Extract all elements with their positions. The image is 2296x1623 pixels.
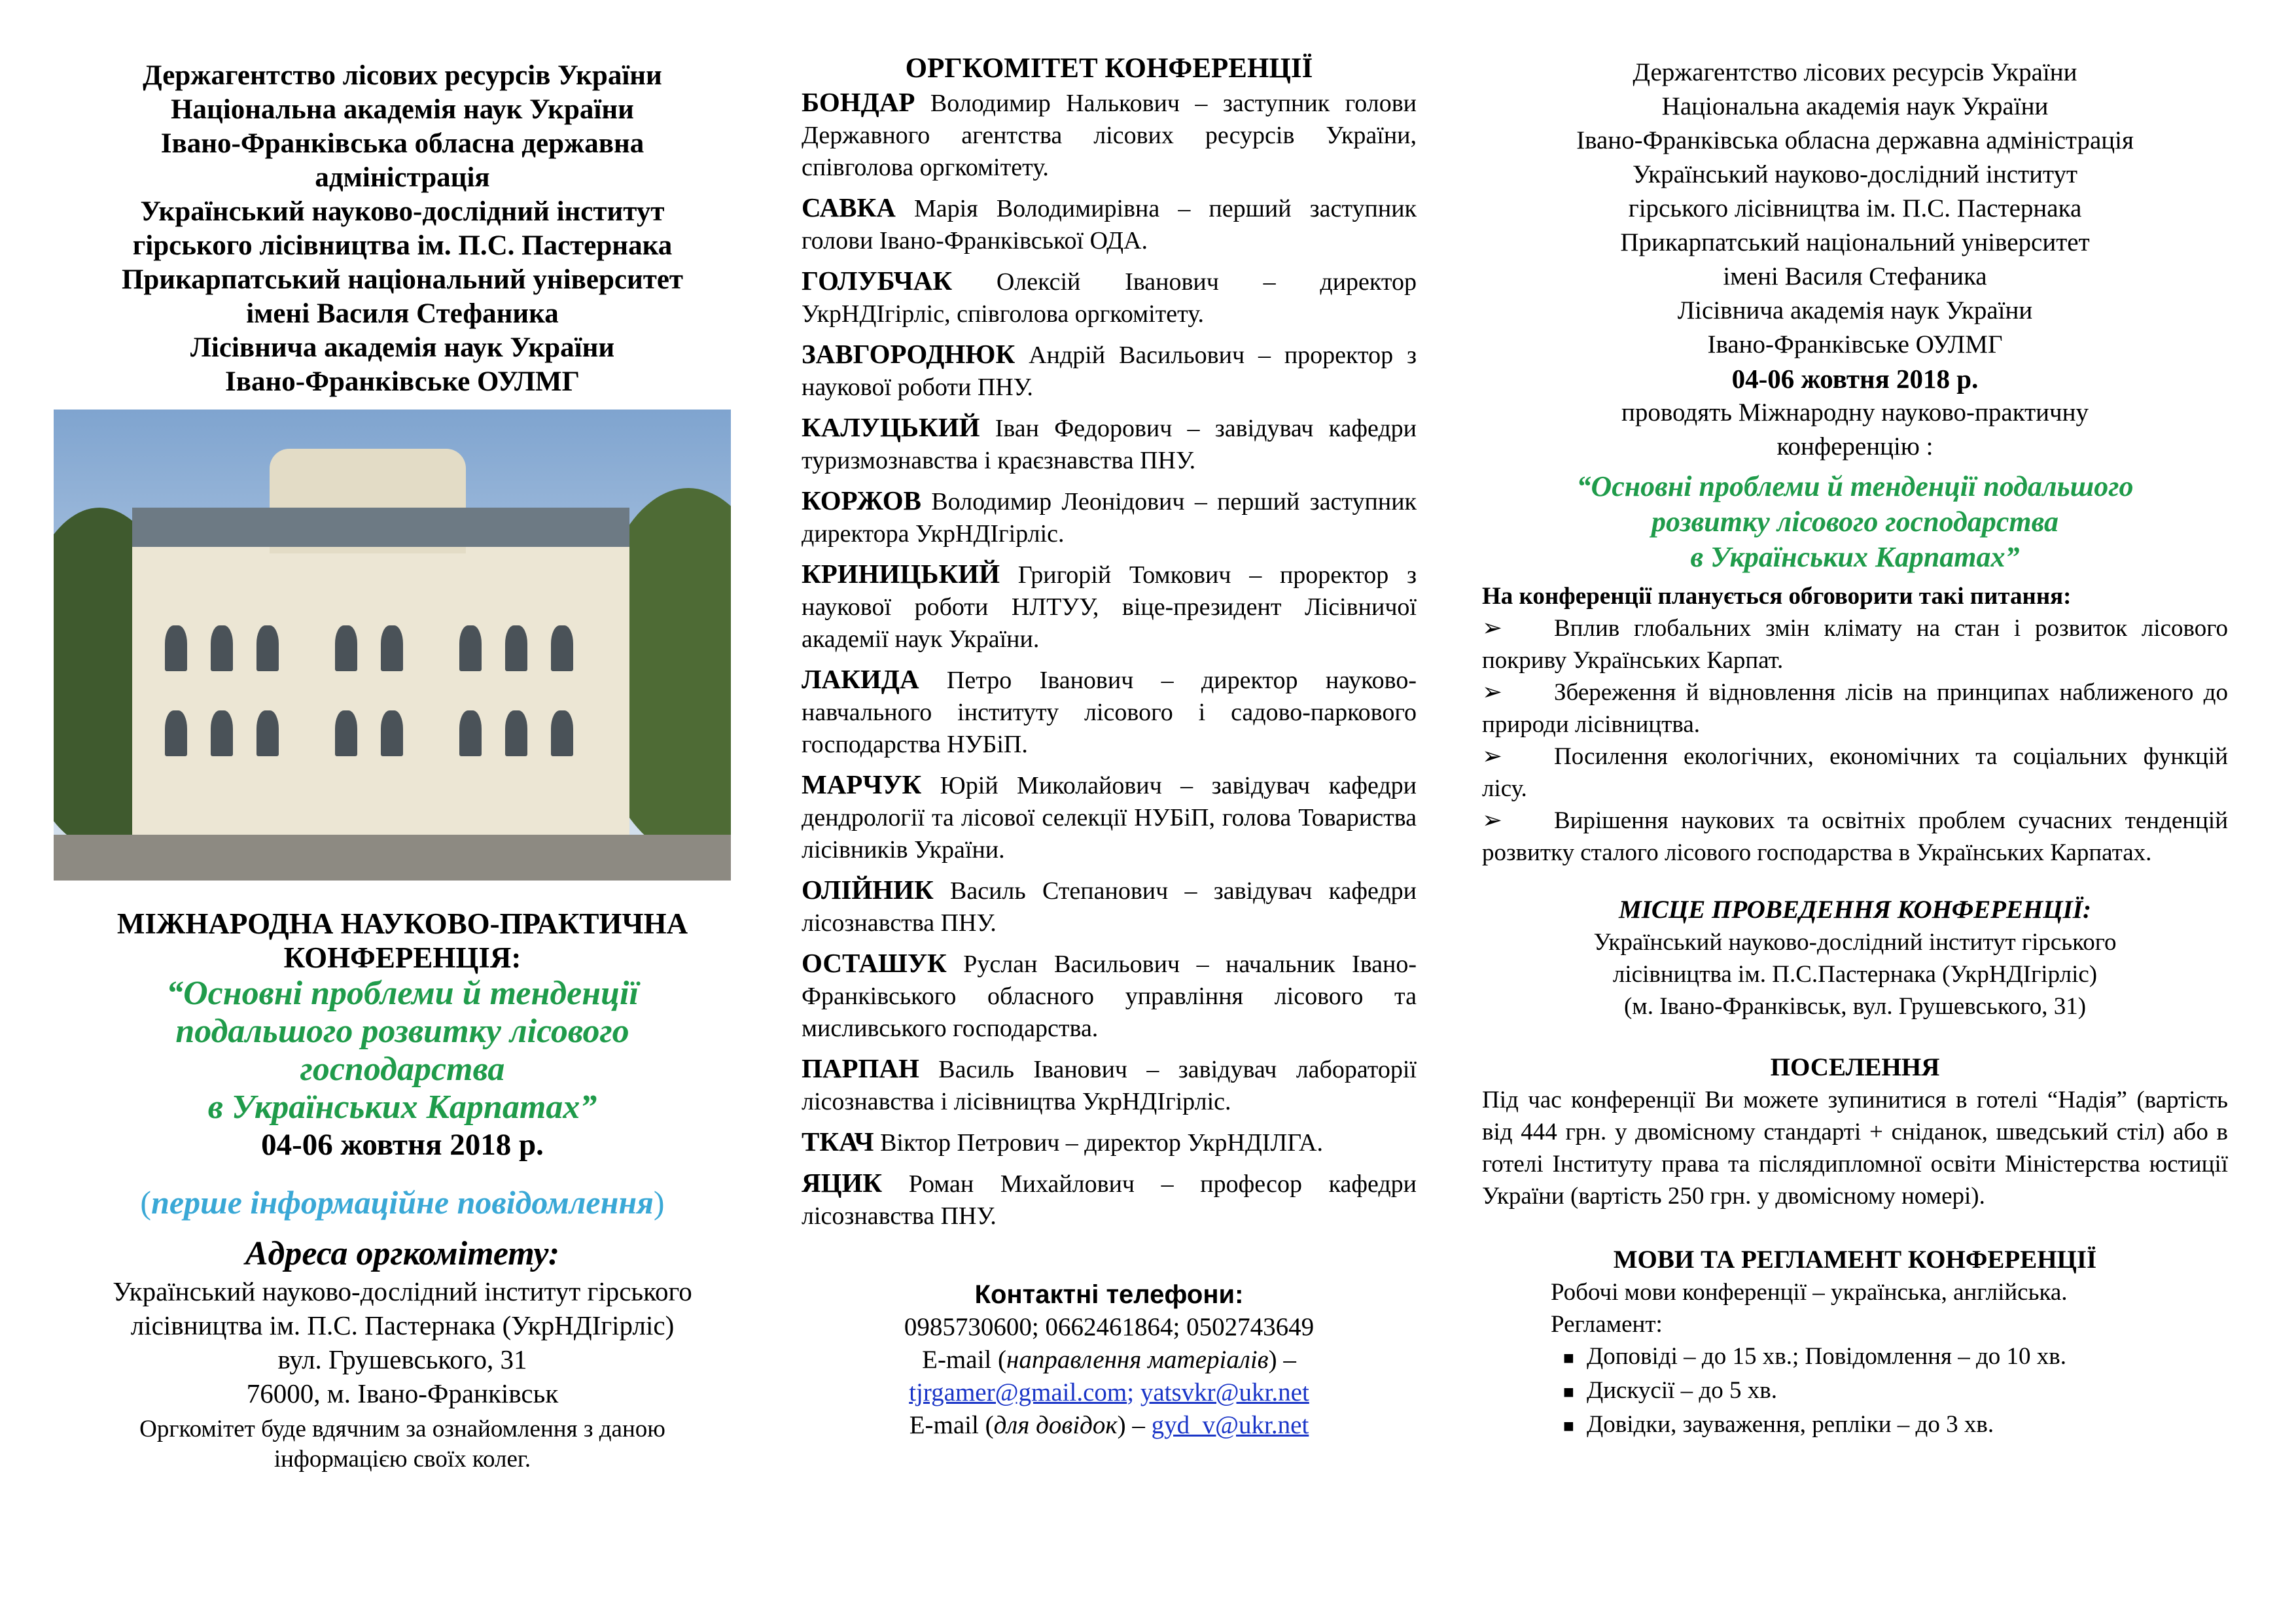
member-details: Роман Михайлович – професор кафедри лісознавства ПНУ.	[802, 1170, 1417, 1230]
email-link-tjrgamer[interactable]: tjrgamer@gmail.com	[909, 1378, 1127, 1406]
email-separator: ;	[1127, 1378, 1135, 1406]
member-surname: ОЛІЙНИК	[802, 875, 934, 905]
conference-name-line: в Українських Карпатах”	[1690, 541, 2020, 573]
committee-member	[802, 663, 1417, 761]
committee-member	[802, 338, 1417, 404]
organizer-line: Український науково-дослідний інститут	[1632, 160, 2078, 188]
issues-block	[1482, 580, 2228, 869]
member-surname: ЯЦИК	[802, 1168, 883, 1198]
conference-type-line: КОНФЕРЕНЦІЯ:	[283, 941, 521, 974]
member-details: Віктор Петрович – директор УкрНДІЛГА.	[874, 1129, 1323, 1157]
announcement-text: перше інформаційне повідомлення	[151, 1184, 654, 1221]
arrow-icon: ➢	[1482, 615, 1503, 642]
email-link-yatsvkr[interactable]: yatsvkr@ukr.net	[1140, 1378, 1309, 1406]
organizer-line: Лісівнича академія наук України	[1677, 296, 2033, 324]
committee-member	[802, 947, 1417, 1045]
email-note: направлення матеріалів	[1006, 1346, 1269, 1374]
email-link-gyd[interactable]: gyd_v@ukr.net	[1151, 1411, 1309, 1439]
hold-line: конференцію :	[1776, 432, 1934, 461]
conference-name-line: в Українських Карпатах”	[207, 1089, 597, 1126]
announcement-label: (перше інформаційне повідомлення)	[140, 1184, 665, 1221]
conference-name	[46, 975, 759, 1126]
organizer-line: Прикарпатський національний університет	[1620, 228, 2090, 256]
committee-member	[802, 265, 1417, 330]
lodging-text: Під час конференції Ви можете зупинитися в готелі “Надія” (вартість від 444 грн. у двомісному стандарті + сніданок, шведський стіл) або в готелі Інституту права та післядипломної освіти Міністерства юстиції України (вартість 250 грн. у двомісному номері).	[1482, 1087, 2228, 1210]
conference-dates: 04-06 жовтня 2018 р.	[261, 1128, 544, 1162]
square-bullet-icon: ■	[1563, 1382, 1574, 1403]
email-note: для довідок	[993, 1411, 1118, 1439]
committee-member	[802, 1126, 1417, 1159]
regulation-item	[1551, 1408, 2228, 1442]
issue-text: Вирішення наукових та освітніх проблем сучасних тенденцій розвитку сталого лісового господарства в Українських Карпатах.	[1482, 807, 2228, 866]
organizer-line: Івано-Франківське ОУЛМГ	[225, 366, 580, 397]
member-details: Марія Володимирівна – перший заступник голови Івано-Франківської ОДА.	[802, 195, 1417, 254]
email-info-line	[802, 1409, 1417, 1442]
committee-member	[802, 874, 1417, 939]
email-suffix: ) –	[1117, 1411, 1145, 1439]
venue-block	[1482, 926, 2228, 1022]
languages-title: МОВИ ТА РЕГЛАМЕНТ КОНФЕРЕНЦІЇ	[1613, 1246, 2097, 1274]
email-materials-links	[802, 1376, 1417, 1409]
member-surname: БОНДАР	[802, 87, 915, 117]
member-surname: САВКА	[802, 192, 896, 222]
organizer-line: Івано-Франківська обласна державна адміністрація	[1576, 126, 2134, 154]
organizers-list-right	[1482, 56, 2228, 464]
conference-name-line: подальшого розвитку лісового	[175, 1013, 629, 1050]
arrow-icon: ➢	[1482, 679, 1503, 706]
organizer-line: Національна академія наук України	[1661, 92, 2049, 120]
member-surname: ОСТАШУК	[802, 948, 947, 978]
square-bullet-icon: ■	[1563, 1348, 1574, 1369]
member-details: Василь Іванович – завідувач лабораторії лісознавства і лісівництва УкрНДІгірліс.	[802, 1056, 1417, 1115]
member-surname: ЗАВГОРОДНЮК	[802, 339, 1016, 369]
institute-building-photo	[54, 410, 731, 881]
member-surname: КАЛУЦЬКИЙ	[802, 412, 980, 442]
conference-name	[1482, 469, 2228, 575]
conference-dates: 04-06 жовтня 2018 р.	[1731, 364, 1979, 394]
organizer-line: Держагентство лісових ресурсів України	[1633, 58, 2077, 86]
square-bullet-icon: ■	[1563, 1416, 1574, 1437]
organizers-note	[46, 1414, 759, 1475]
venue-line: лісівництва ім. П.С.Пастернака (УкрНДІгірліс)	[1612, 961, 2098, 988]
member-details: Василь Степанович – завідувач кафедри лісознавства ПНУ.	[802, 877, 1417, 937]
address-block	[46, 1274, 759, 1410]
issue-item	[1482, 741, 2228, 805]
address-line: Український науково-дослідний інститут гірського	[113, 1276, 692, 1306]
regulation-text: Доповіді – до 15 хв.; Повідомлення – до 10 хв.	[1587, 1343, 2067, 1370]
email-prefix: E-mail (	[922, 1346, 1006, 1374]
member-surname: ПАРПАН	[802, 1053, 919, 1083]
languages-text: Робочі мови конференції – українська, англійська.	[1551, 1279, 2068, 1306]
address-line: вул. Грушевського, 31	[277, 1344, 527, 1374]
panel-right	[1482, 0, 2228, 1623]
member-details: Григорій Томкович – проректор з наукової роботи НЛТУУ, віце-президент Лісівничої академії наук України.	[802, 561, 1417, 653]
member-details: Петро Іванович – директор науково-навчального інституту лісового і садово-паркового господарства НУБіП.	[802, 667, 1417, 758]
committee-member	[802, 411, 1417, 477]
organizer-line: імені Василя Стефаника	[246, 298, 559, 329]
organizer-line: імені Василя Стефаника	[1723, 262, 1987, 290]
member-details: Володимир Леонідович – перший заступник директора УкрНДІгірліс.	[802, 488, 1417, 548]
conference-name-line: розвитку лісового господарства	[1651, 506, 2058, 538]
member-details: Олексій Іванович – директор УкрНДІгірліс, співголова оргкомітету.	[802, 268, 1417, 328]
note-line: інформацією своїх колег.	[274, 1446, 531, 1473]
issue-text: Вплив глобальних змін клімату на стан і розвиток лісового покриву Українських Карпат.	[1482, 615, 2228, 674]
venue-line: (м. Івано-Франківськ, вул. Грушевського, 31)	[1623, 993, 2087, 1020]
venue-title: МІСЦЕ ПРОВЕДЕННЯ КОНФЕРЕНЦІЇ:	[1619, 896, 2091, 924]
issue-item	[1482, 805, 2228, 869]
committee-title: ОРГКОМІТЕТ КОНФЕРЕНЦІЇ	[905, 53, 1313, 84]
organizer-line: адміністрація	[315, 162, 490, 193]
email-materials-line	[802, 1344, 1417, 1376]
issue-text: Збереження й відновлення лісів на принципах наближеного до природи лісівництва.	[1482, 679, 2228, 738]
issue-text: Посилення екологічних, економічних та соціальних функцій лісу.	[1482, 743, 2228, 802]
conference-type-line: МІЖНАРОДНА НАУКОВО-ПРАКТИЧНА	[116, 907, 688, 940]
committee-member	[802, 558, 1417, 655]
arrow-icon: ➢	[1482, 807, 1503, 834]
venue-line: Український науково-дослідний інститут гірського	[1593, 929, 2117, 956]
contacts-title: Контактні телефони:	[974, 1280, 1244, 1309]
committee-list	[802, 86, 1417, 1232]
address-title: Адреса оргкомітету:	[245, 1235, 560, 1272]
conference-name-line: господарства	[300, 1051, 505, 1088]
email-suffix: ) –	[1268, 1346, 1296, 1374]
email-prefix: E-mail (	[909, 1411, 994, 1439]
member-surname: ЛАКИДА	[802, 664, 919, 694]
member-details: Руслан Васильович – начальник Івано-Франківського обласного управління лісового та мисливського господарства.	[802, 951, 1417, 1042]
committee-member	[802, 1167, 1417, 1232]
committee-member	[802, 192, 1417, 257]
regulation-text: Довідки, зауваження, репліки – до 3 хв.	[1587, 1411, 1994, 1438]
committee-member	[802, 485, 1417, 550]
conference-type	[46, 907, 759, 975]
member-surname: КРИНИЦЬКИЙ	[802, 559, 1000, 589]
organizer-line: гірського лісівництва ім. П.С. Пастернака	[132, 230, 673, 261]
member-surname: МАРЧУК	[802, 769, 922, 799]
member-details: Андрій Васильович – проректор з наукової роботи ПНУ.	[802, 341, 1417, 401]
organizer-line: Держагентство лісових ресурсів України	[143, 60, 662, 91]
member-details: Іван Федорович – завідувач кафедри туризмознавства і краєзнавства ПНУ.	[802, 415, 1417, 474]
issue-item	[1482, 676, 2228, 741]
organizer-line: Національна академія наук України	[171, 94, 634, 125]
languages-block	[1482, 1276, 2228, 1442]
organizer-line: Лісівнича академія наук України	[190, 332, 615, 363]
member-surname: ТКАЧ	[802, 1126, 874, 1157]
organizer-line: Український науково-дослідний інститут	[140, 196, 665, 227]
contacts-block	[802, 1278, 1417, 1442]
hold-line: проводять Міжнародну науково-практичну	[1621, 398, 2089, 427]
address-line: 76000, м. Івано-Франківськ	[246, 1378, 559, 1408]
note-line: Оргкомітет буде вдячним за ознайомлення з даною	[139, 1416, 665, 1442]
committee-member	[802, 1053, 1417, 1118]
committee-member	[802, 769, 1417, 866]
address-line: лісівництва ім. П.С. Пастернака (УкрНДІгірліс)	[130, 1310, 675, 1340]
regulations-label: Регламент:	[1551, 1311, 1663, 1338]
organizer-line: Прикарпатський національний університет	[121, 264, 684, 295]
panel-left	[46, 0, 759, 1623]
organizer-line: Івано-Франківське ОУЛМГ	[1707, 330, 2003, 358]
conference-name-line: “Основні проблеми й тенденції	[166, 975, 639, 1012]
conference-name-line: “Основні проблеми й тенденції подальшого	[1576, 470, 2134, 502]
organizers-list	[46, 59, 759, 399]
member-details: Володимир Налькович – заступник голови Державного агентства лісових ресурсів України, співголова оргкомітету.	[802, 90, 1417, 181]
regulation-text: Дискусії – до 5 хв.	[1587, 1377, 1777, 1404]
issues-header: На конференції планується обговорити такі питання:	[1482, 583, 2072, 610]
lodging-title: ПОСЕЛЕННЯ	[1770, 1053, 1940, 1081]
member-surname: КОРЖОВ	[802, 485, 921, 515]
organizer-line: Івано-Франківська обласна державна	[160, 128, 645, 159]
regulation-item	[1551, 1340, 2228, 1374]
organizer-line: гірського лісівництва ім. П.С. Пастернака	[1628, 194, 2082, 222]
committee-member	[802, 86, 1417, 184]
issue-item	[1482, 612, 2228, 676]
panel-middle	[802, 0, 1417, 1623]
phone-numbers: 0985730600; 0662461864; 0502743649	[904, 1313, 1315, 1341]
regulation-item	[1551, 1374, 2228, 1408]
arrow-icon: ➢	[1482, 743, 1503, 770]
member-details: Юрій Миколайович – завідувач кафедри дендрології та лісової селекції НУБіП, голова Товариства лісівників України.	[802, 772, 1417, 864]
member-surname: ГОЛУБЧАК	[802, 266, 953, 296]
